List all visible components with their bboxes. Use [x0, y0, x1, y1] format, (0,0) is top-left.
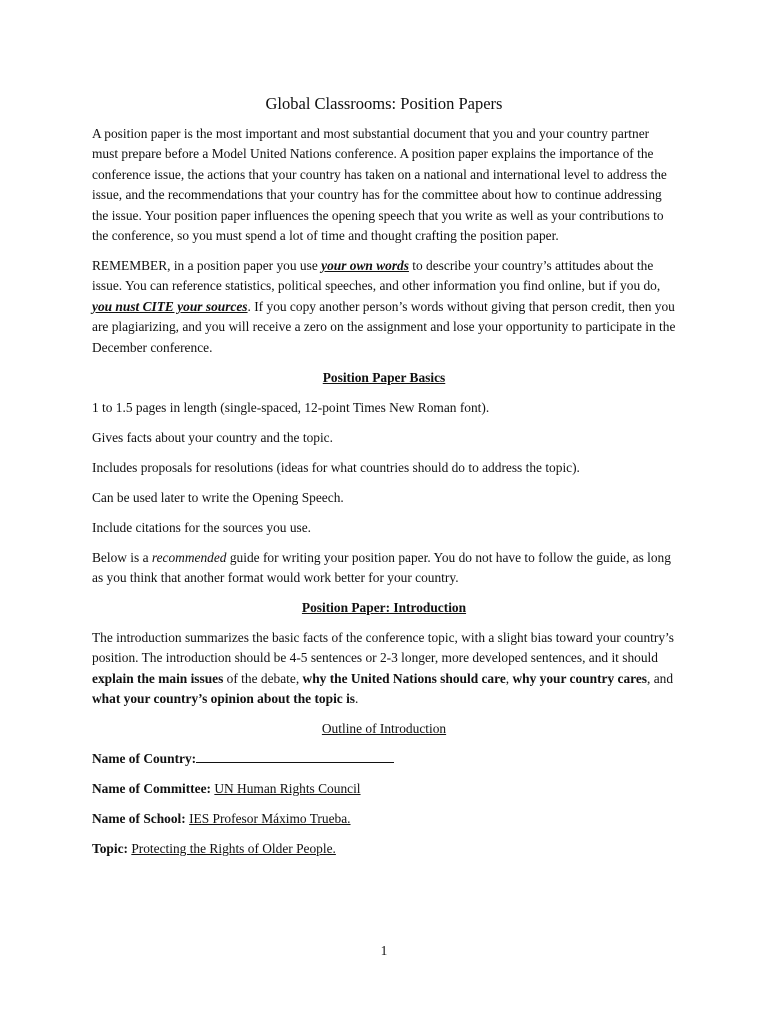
intro-bold-main-issues: explain the main issues	[92, 670, 224, 686]
introduction-paragraph	[92, 628, 676, 710]
cite-sources-emphasis: you nust CITE your sources	[92, 298, 248, 314]
committee-line	[92, 779, 676, 799]
intro-bold-opinion: what your country’s opinion about the topic is	[92, 691, 356, 707]
outline-heading-line	[92, 719, 676, 739]
topic-label: Topic:	[92, 841, 128, 857]
topic-value: Protecting the Rights of Older People.	[131, 841, 336, 857]
guide-text-a: Below is a	[92, 549, 152, 565]
intro-text-d: ,	[505, 670, 513, 686]
country-label: Name of Country:	[92, 751, 197, 767]
school-line	[92, 809, 676, 829]
country-blank-line	[196, 749, 394, 763]
basics-item: Include citations for the sources you use.	[92, 519, 312, 535]
basics-item: 1 to 1.5 pages in length (single-spaced, 12-point Times New Roman font).	[92, 399, 490, 415]
basics-item: Includes proposals for resolutions (ideas for what countries should do to address the topic).	[92, 459, 580, 475]
committee-value: UN Human Rights Council	[214, 781, 361, 797]
own-words-emphasis: your own words	[321, 258, 409, 274]
recommended-emphasis: recommended	[151, 549, 227, 565]
intro-text-c: of the debate,	[223, 670, 303, 686]
committee-label: Name of Committee:	[92, 781, 211, 797]
school-value: IES Profesor Máximo Trueba.	[189, 811, 351, 827]
intro-text-e: , and	[647, 670, 674, 686]
basics-item: Can be used later to write the Opening Speech.	[92, 489, 344, 505]
remember-paragraph	[92, 256, 676, 358]
basics-heading: Position Paper Basics	[322, 369, 446, 385]
page-number: 1	[380, 943, 388, 958]
topic-line	[92, 839, 676, 859]
document-title: Global Classrooms: Position Papers	[265, 94, 503, 113]
remember-text-a: REMEMBER, in a position paper you use	[92, 258, 322, 274]
remember-text-c: . If you copy another person’s words without giving that person credit, then you are plagiarizing, and you will receive a zero on the assignment and lose your opportunity to participate in the December conference.	[92, 298, 676, 355]
intro-text-a: The introduction summarizes the basic facts of the conference topic, with a slight bias toward your country’s position. The introduction should be 4-5 sentences or 2-3 longer, more developed sentences, and it should	[92, 630, 674, 666]
guide-paragraph	[92, 548, 676, 589]
remember-text-b: to describe your country’s attitudes about the issue. You can reference statistics, political speeches, and other information you find online, but if you do,	[92, 258, 661, 294]
intro-bold-un-care: why the United Nations should care	[302, 670, 506, 686]
intro-bold-country-cares: why your country cares	[512, 670, 648, 686]
introduction-heading: Position Paper: Introduction	[301, 600, 467, 616]
intro-paragraph: A position paper is the most important and most substantial document that you and your country partner must prepare before a Model United Nations conference. A position paper explains the importance of the conference issue, the actions that your country has taken on a national and international level to address the issue, and the recommendations that your country has for the committee about how to continue addressing the issue. Your position paper influences the opening speech that you write as well as your contributions to the conference, so you must spend a lot of time and thought crafting the position paper.	[92, 126, 667, 244]
outline-heading: Outline of Introduction	[321, 721, 447, 737]
basics-item: Gives facts about your country and the topic.	[92, 429, 333, 445]
school-label: Name of School:	[92, 811, 186, 827]
intro-text-f: .	[355, 691, 359, 707]
guide-text-b: guide for writing your position paper. You do not have to follow the guide, as long as you think that another format would work better for your country.	[92, 549, 671, 586]
country-line	[92, 749, 676, 769]
